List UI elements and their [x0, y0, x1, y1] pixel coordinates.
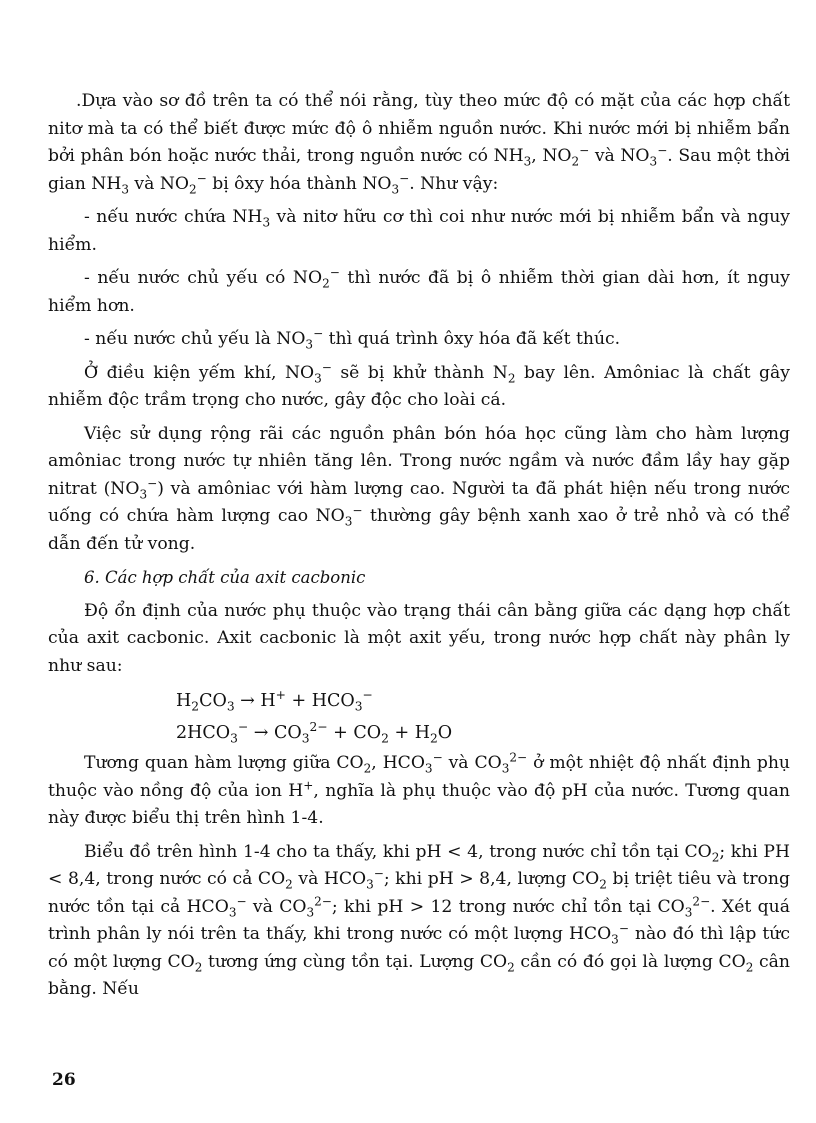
chemical-equation: $2HCO_3^- \to CO_3^{2-} + CO_2 + H_2O$ — [176, 720, 453, 746]
list-item: - nếu nước chủ yếu có $NO_2^-$ thì nước đã bị ô nhiễm thời gian dài hơn, ít nguy hiểm hơn. — [48, 265, 790, 316]
equation-block — [48, 686, 790, 748]
chemical-equation: $H_2CO_3 \to H^+ + HCO_3^-$ — [176, 688, 373, 714]
paragraph: Tương quan hàm lượng giữa $CO_2$, $HCO_3^-$ và $CO_3^{2-}$ ở một nhiệt độ nhất định phụ thuộc vào nồng độ của ion H+, nghĩa là phụ thuộc vào độ pH của nước. Tương quan này được biểu thị trên hình 1-4. — [48, 750, 790, 828]
text-block-before-equations — [48, 88, 790, 680]
paragraph: Biểu đồ trên hình 1-4 cho ta thấy, khi pH < 4, trong nước chỉ tồn tại $CO_2$; khi PH < 8,4, trong nước có cả $CO_2$ và $HCO_3^-$; khi pH > 8,4, lượng $CO_2$ bị triệt tiêu và trong nước tồn tại cả $HCO_3^-$ và $CO_3^{2-}$; khi pH > 12 trong nước chỉ tồn tại $CO_3^{2-}$. Xét quá trình phân ly nói trên ta thấy, khi trong nước có một lượng $HCO_3^-$ nào đó thì lập tức có một lượng $CO_2$ tương ứng cùng tồn tại. Lượng $CO_2$ cần có đó gọi là lượng $CO_2$ cân bằng. Nếu — [48, 841, 790, 999]
paragraph: Độ ổn định của nước phụ thuộc vào trạng thái cân bằng giữa các dạng hợp chất của axit cacbonic. Axit cacbonic là một axit yếu, trong nước hợp chất này phân ly như sau: — [48, 600, 790, 676]
list-item: - nếu nước chủ yếu là $NO_3^-$ thì quá trình ôxy hóa đã kết thúc. — [84, 326, 621, 352]
page-number: 26 — [52, 1070, 76, 1090]
text-block-after-equations — [48, 750, 790, 1004]
section-heading: 6. Các hợp chất của axit cacbonic — [84, 568, 366, 587]
paragraph: Ở điều kiện yếm khí, $NO_3^-$ sẽ bị khử thành $N_2$ bay lên. Amôniac là chất gây nhiễm độc trầm trọng cho nước, gây độc cho loài cá. — [48, 359, 790, 410]
body-text — [48, 88, 790, 1010]
list-item: - nếu nước chứa $NH_3$ và nitơ hữu cơ thì coi như nước mới bị nhiễm bẩn và nguy hiểm. — [48, 207, 791, 255]
paragraph: .Dựa vào sơ đồ trên ta có thể nói rằng, tùy theo mức độ có mặt của các hợp chất nitơ mà ta có thể biết được mức độ ô nhiễm nguồn nước. Khi nước mới bị nhiễm bẩn bởi phân bón hoặc nước thải, trong nguồn nước có $NH_3$, $NO_2^-$ và $NO_3^-$. Sau một thời gian $NH_3$ và $NO_2^-$ bị ôxy hóa thành $NO_3^-$. Như vậy: — [48, 91, 791, 196]
paragraph: Việc sử dụng rộng rãi các nguồn phân bón hóa học cũng làm cho hàm lượng amôniac trong nước tự nhiên tăng lên. Trong nước ngầm và nước đầm lầy hay gặp nitrat $(NO_3^-)$ và amôniac với hàm lượng cao. Người ta đã phát hiện nếu trong nước uống có chứa hàm lượng cao $NO_3^-$ thường gây bệnh xanh xao ở trẻ nhỏ và có thể dẫn đến tử vong. — [48, 423, 790, 554]
